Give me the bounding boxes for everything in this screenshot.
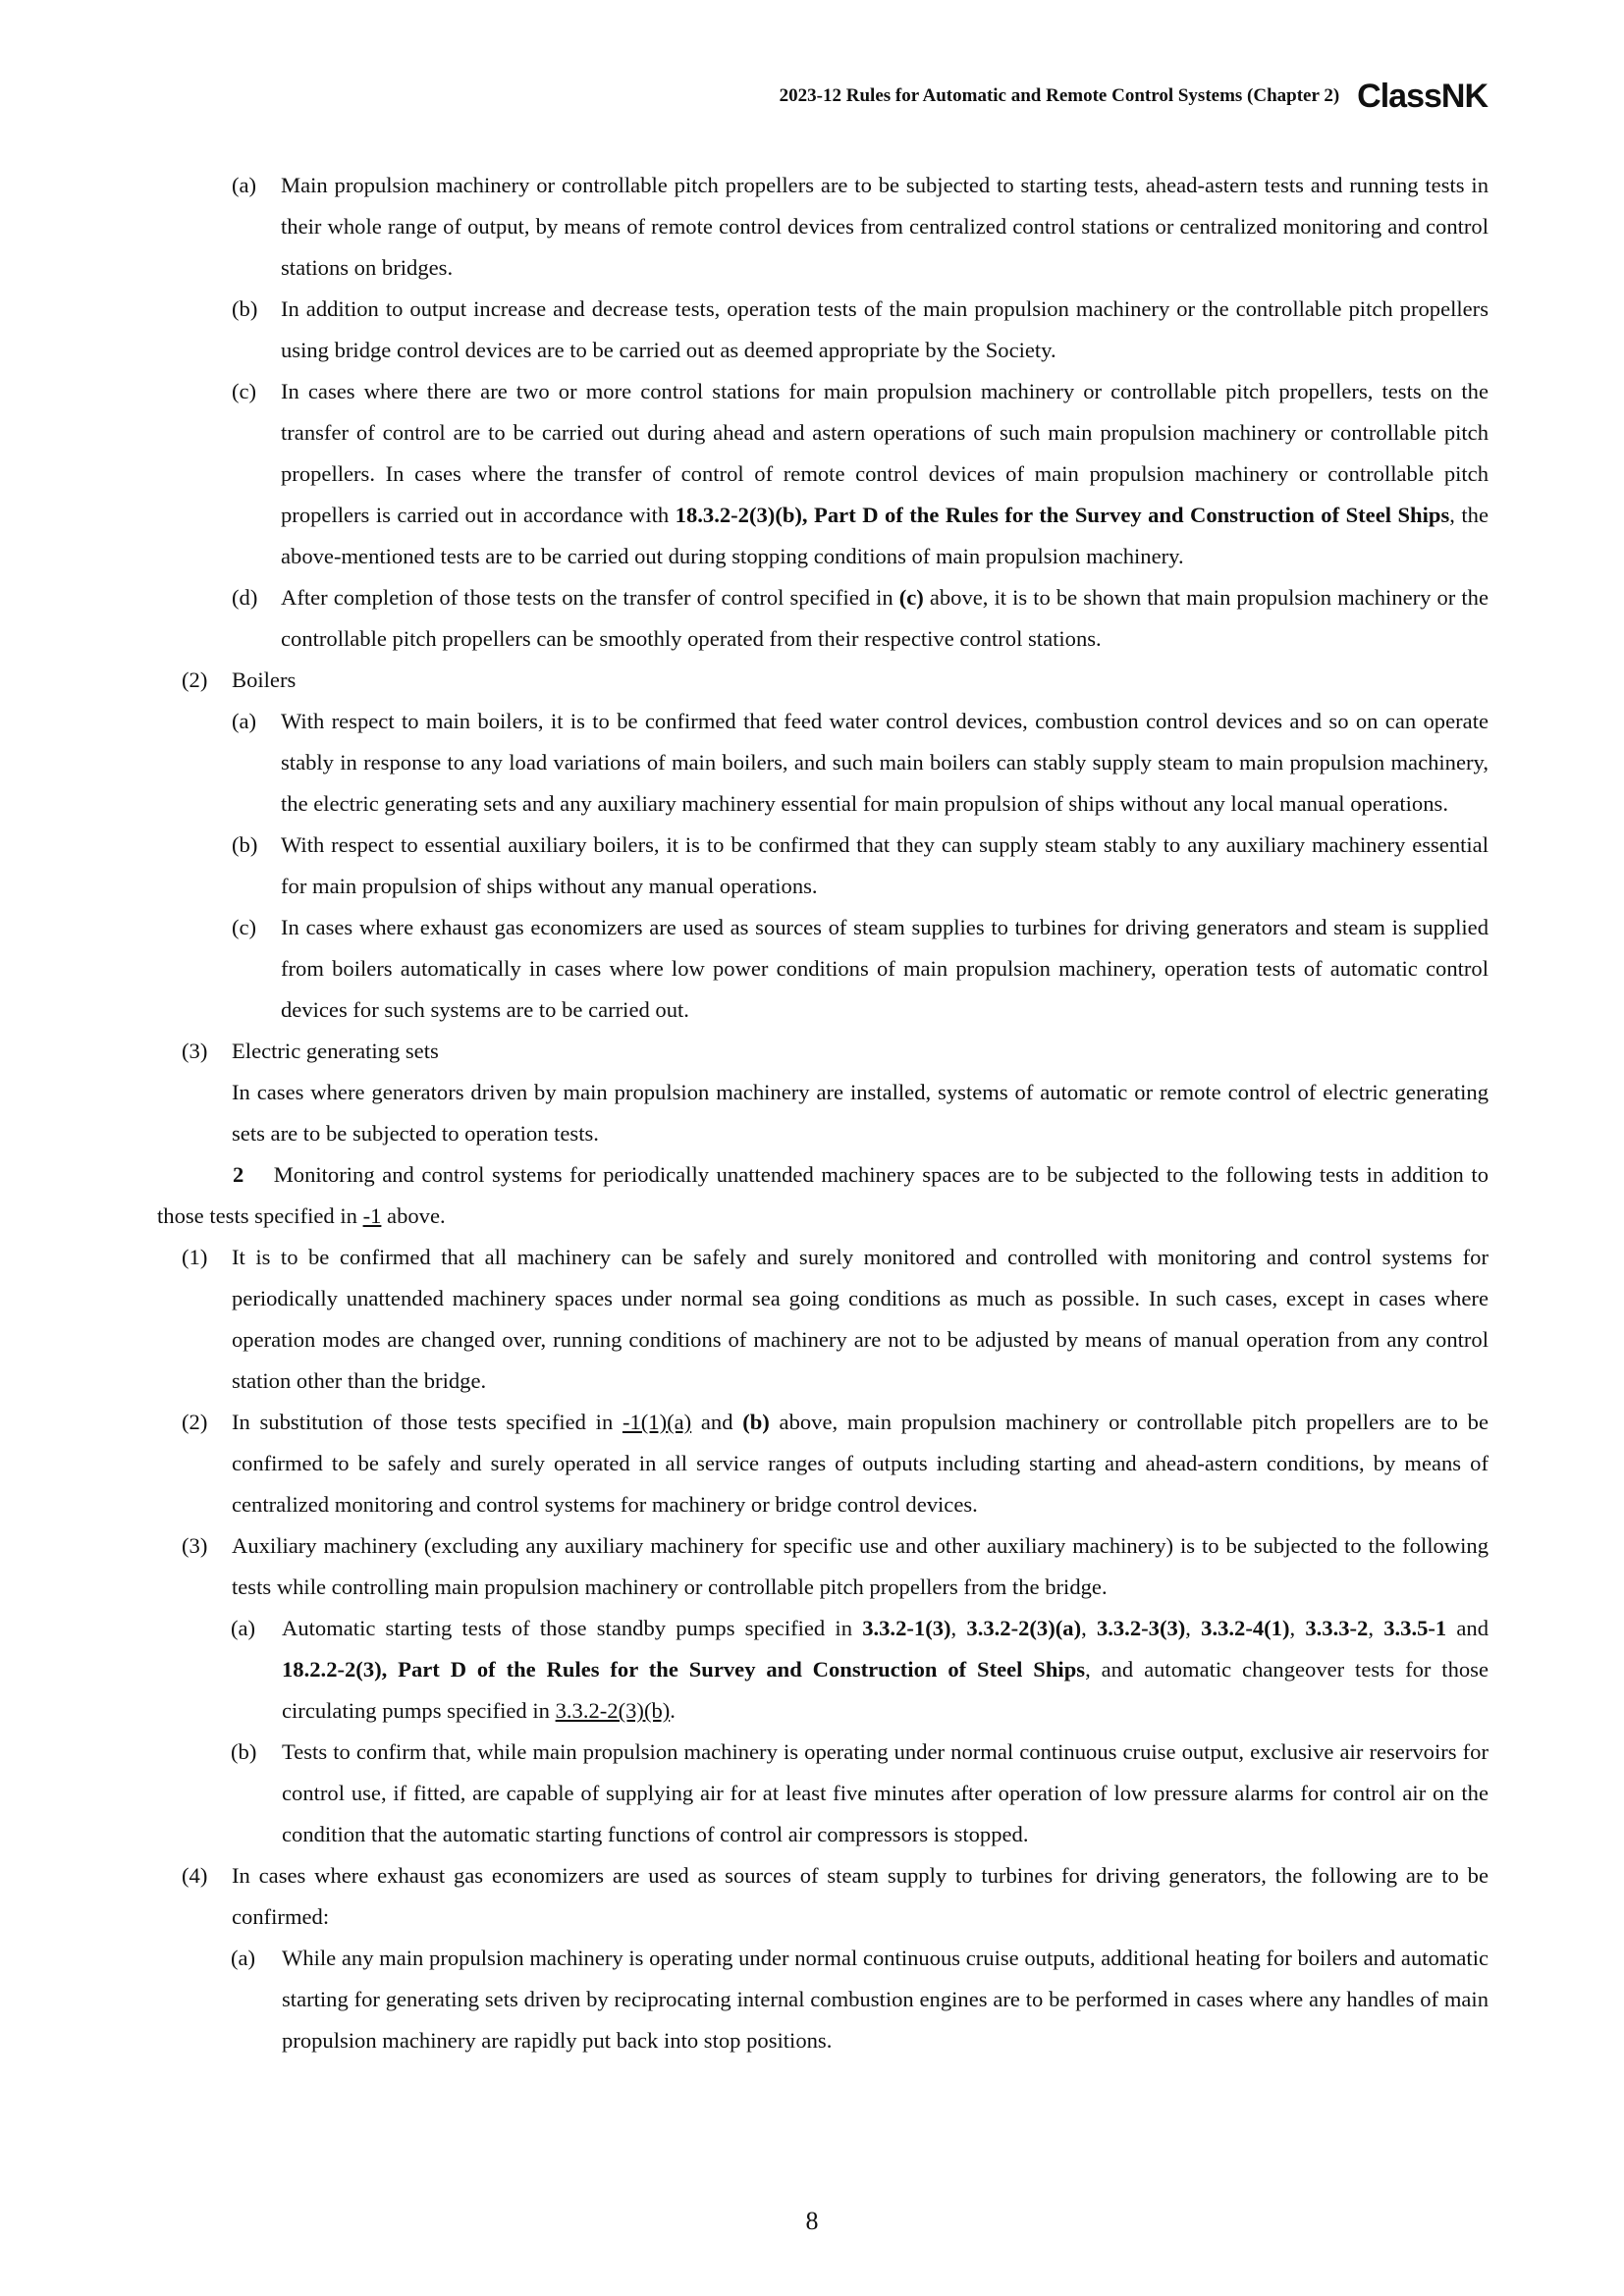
cross-reference-link[interactable]: -1(1)(a) [622, 1410, 692, 1434]
classnk-logo: ClassNK [1357, 77, 1488, 115]
paragraph-number: 2 [233, 1162, 244, 1187]
item-2c [157, 907, 1489, 1031]
cross-reference-link[interactable]: -1 [362, 1203, 382, 1228]
heading-3-generating-sets [157, 1031, 1489, 1072]
paragraph-text: It is to be confirmed that all machinery can be safely and surely monitored and controlled with monitoring and control systems for periodically unattended machinery spaces under normal sea going conditions as much as possible. In such cases, except in cases where operation modes are changed over, running conditions of machinery are not to be adjusted by means of manual operation from any control station other than the bridge. [232, 1245, 1489, 1393]
item-text: In cases where there are two or more control stations for main propulsion machinery or controllable pitch propellers, tests on the transfer of control are to be carried out during ahead and astern operations of such main propulsion machinery or controllable pitch propellers. In cases where the transfer of control of remote control devices of main propulsion machinery or controllable pitch propellers is carried out in accordance with [281, 379, 1489, 527]
paragraph-q2 [157, 1402, 1489, 1525]
paragraph-text: In cases where exhaust gas economizers are used as sources of steam supply to turbines for driving generators, the following are to be confirmed: [232, 1863, 1489, 1929]
paragraph-text: In cases where generators driven by main propulsion machinery are installed, systems of automatic or remote control of electric generating sets are to be subjected to operation tests. [232, 1080, 1489, 1146]
paragraph-label: (1) [182, 1245, 208, 1269]
item-label: (b) [232, 296, 258, 321]
item-text: With respect to essential auxiliary boilers, it is to be confirmed that they can supply steam stably to any auxiliary machinery essential for main propulsion of ships without any manual operations. [281, 832, 1489, 898]
document-body [157, 165, 1489, 2061]
item-text: Automatic starting tests of those standby pumps specified in [282, 1616, 863, 1640]
item-label: (b) [232, 832, 258, 857]
item-text: While any main propulsion machinery is operating under normal continuous cruise outputs, additional heating for boilers and automatic starting for generating sets driven by reciprocating internal combustion engines are to be performed in cases where any handles of main propulsion machinery are rapidly put back into stop positions. [282, 1946, 1489, 2053]
paragraph-text: above. [381, 1203, 446, 1228]
cross-reference-link[interactable]: 3.3.2-2(3)(b) [555, 1698, 671, 1723]
item-2a [157, 701, 1489, 825]
item-text: Main propulsion machinery or controllable pitch propellers are to be subjected to starting tests, ahead-astern tests and running tests in their whole range of output, by means of remote control devices from centralized control stations or centralized monitoring and control stations on bridges. [281, 173, 1489, 280]
page-number: 8 [805, 2207, 819, 2235]
item-text: , the above-mentioned tests are to be carried out during stopping conditions of main propulsion machinery. [281, 503, 1489, 568]
item-label: (c) [232, 915, 257, 939]
rule-reference: 3.3.2-4(1) [1201, 1616, 1290, 1640]
rule-reference: (c) [898, 585, 924, 610]
item-label: (a) [231, 1616, 256, 1640]
paragraph-3 [157, 1072, 1489, 1154]
heading-text: Boilers [232, 667, 297, 692]
item-1b [157, 289, 1489, 371]
paragraph-q3 [157, 1525, 1489, 1608]
rule-reference: 18.3.2-2(3)(b), Part D of the Rules for the Survey and Construction of Steel Ships [675, 503, 1450, 527]
separator: , [950, 1616, 967, 1640]
page-header [722, 77, 1488, 116]
heading-text: Electric generating sets [232, 1039, 439, 1063]
document-title: 2023-12 Rules for Automatic and Remote Control Systems (Chapter 2) [779, 85, 1340, 106]
paragraph-text: In substitution of those tests specified in [232, 1410, 623, 1434]
paragraph-text: Monitoring and control systems for periodically unattended machinery spaces are to be subjected to the following tests in addition to those tests specified in [157, 1162, 1489, 1228]
separator: , [1289, 1616, 1306, 1640]
item-label: (d) [232, 585, 258, 610]
heading-label: (2) [182, 667, 208, 692]
item-q3b [157, 1732, 1489, 1855]
item-text: After completion of those tests on the transfer of control specified in [281, 585, 899, 610]
rule-reference: 3.3.3-2 [1305, 1616, 1369, 1640]
paragraph-label: (4) [182, 1863, 208, 1888]
rule-reference: 3.3.2-2(3)(a) [966, 1616, 1082, 1640]
rule-reference: 3.3.2-1(3) [862, 1616, 951, 1640]
item-text: above, it is to be shown that main propulsion machinery or the controllable pitch propellers can be smoothly operated from their respective control stations. [281, 585, 1489, 651]
item-text: In addition to output increase and decrease tests, operation tests of the main propulsion machinery or the controllable pitch propellers using bridge control devices are to be carried out as deemed appropriate by the Society. [281, 296, 1489, 362]
item-label: (a) [231, 1946, 256, 1970]
item-1a [157, 165, 1489, 289]
item-1c [157, 371, 1489, 577]
item-1d [157, 577, 1489, 660]
item-text: In cases where exhaust gas economizers are used as sources of steam supplies to turbines for driving generators and steam is supplied from boilers automatically in cases where low power conditions of main propulsion machinery, operation tests of automatic control devices for such systems are to be carried out. [281, 915, 1489, 1022]
item-label: (a) [232, 173, 257, 197]
paragraph-text: and [691, 1410, 743, 1434]
paragraph-text: Auxiliary machinery (excluding any auxiliary machinery for specific use and other auxiliary machinery) is to be subjected to the following tests while controlling main propulsion machinery or controllable pitch propellers from the bridge. [232, 1533, 1489, 1599]
item-q4a [157, 1938, 1489, 2061]
paragraph-label: (3) [182, 1533, 208, 1558]
heading-label: (3) [182, 1039, 208, 1063]
paragraph-label: (2) [182, 1410, 208, 1434]
heading-2-boilers [157, 660, 1489, 701]
separator: , [1368, 1616, 1384, 1640]
rule-reference: 18.2.2-2(3), Part D of the Rules for the Survey and Construction of Steel Ships [282, 1657, 1086, 1682]
paragraph-text: above, main propulsion machinery or controllable pitch propellers are to be confirmed to be safely and surely operated in all service ranges of outputs including starting and ahead-astern conditions, by means of centralized monitoring and control systems for machinery or bridge control devices. [232, 1410, 1489, 1517]
rule-reference: (b) [742, 1410, 770, 1434]
paragraph-q1 [157, 1237, 1489, 1402]
separator: , [1185, 1616, 1202, 1640]
separator: , [1081, 1616, 1097, 1640]
item-text: With respect to main boilers, it is to be confirmed that feed water control devices, combustion control devices and so on can operate stably in response to any load variations of main boilers, and such main boilers can stably supply steam to main propulsion machinery, the electric generating sets and any auxiliary machinery essential for main propulsion of ships without any local manual operations. [281, 709, 1489, 816]
item-text: , and automatic changeover tests for those circulating pumps specified in [282, 1657, 1489, 1723]
item-2b [157, 825, 1489, 907]
item-q3a [157, 1608, 1489, 1732]
rule-reference: 3.3.2-3(3) [1096, 1616, 1186, 1640]
rule-reference: 3.3.5-1 [1383, 1616, 1447, 1640]
separator: and [1446, 1616, 1489, 1640]
numbered-paragraph-2 [157, 1154, 1489, 1237]
item-label: (c) [232, 379, 257, 403]
paragraph-q4 [157, 1855, 1489, 1938]
item-text: Tests to confirm that, while main propulsion machinery is operating under normal continuous cruise output, exclusive air reservoirs for control use, if fitted, are capable of supplying air for at least five minutes after operation of low pressure alarms for control air on the condition that the automatic starting functions of control air compressors is stopped. [282, 1739, 1489, 1846]
item-text: . [670, 1698, 676, 1723]
item-label: (a) [232, 709, 257, 733]
item-label: (b) [231, 1739, 257, 1764]
